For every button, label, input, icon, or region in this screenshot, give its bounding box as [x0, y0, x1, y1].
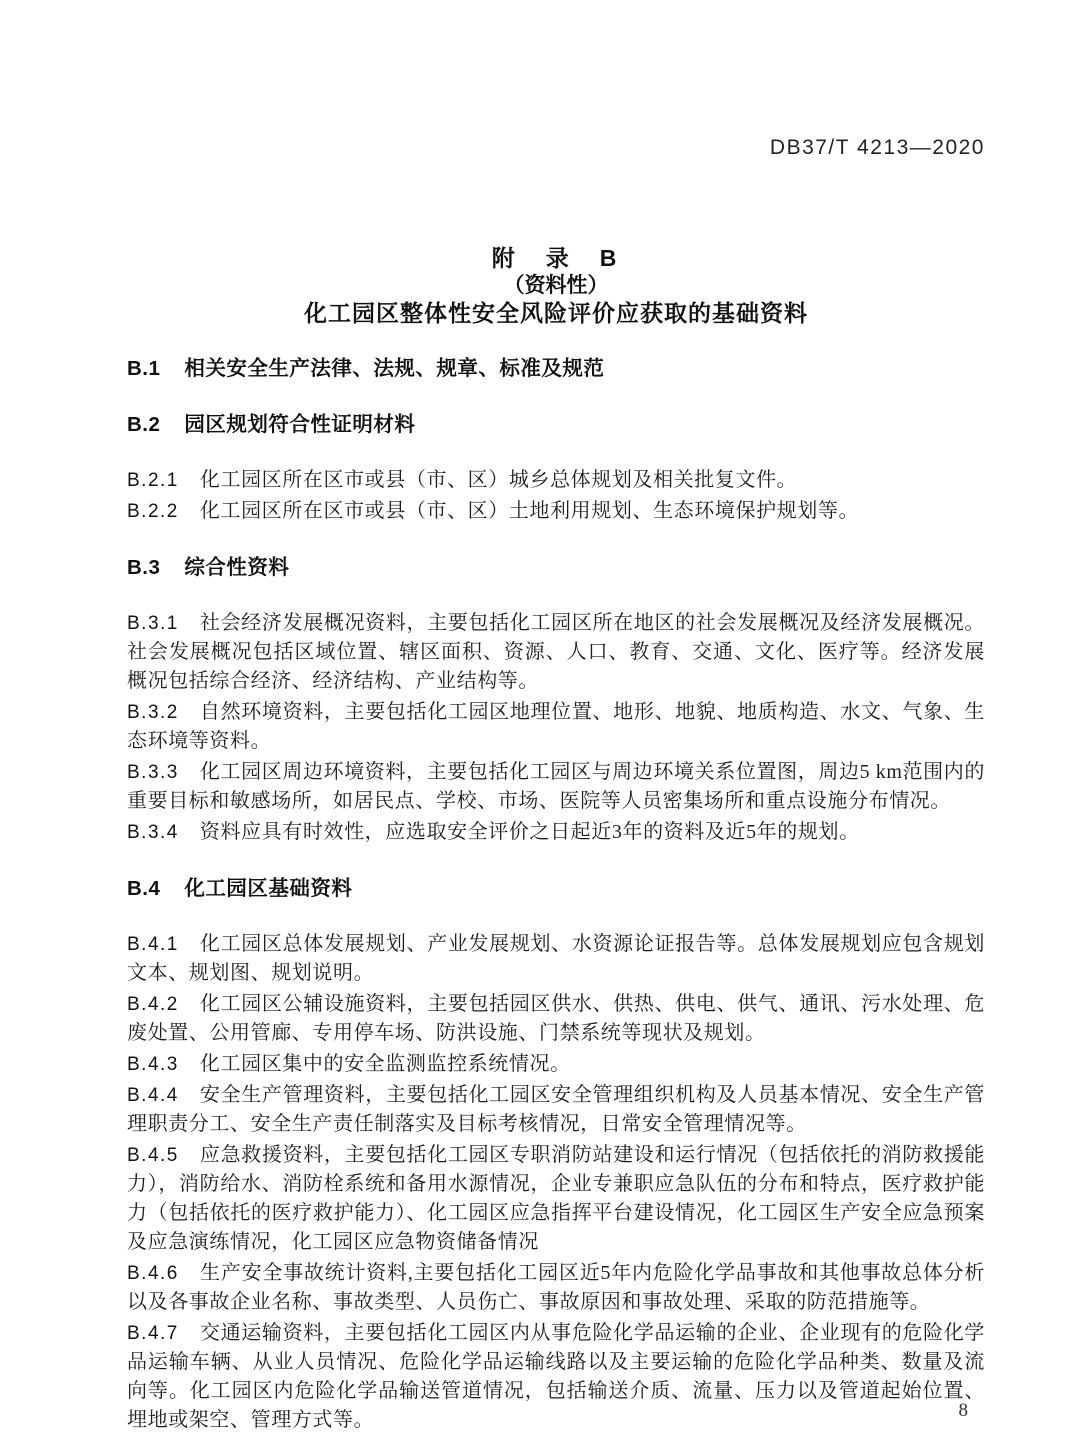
- section-number: B.3: [127, 556, 161, 579]
- clause-text: 化工园区公辅设施资料，主要包括园区供水、供热、供电、供气、通讯、污水处理、危废处置、公用管廊、专用停车场、防洪设施、门禁系统等现状及规划。: [127, 993, 985, 1044]
- clause-number: B.2.2: [127, 501, 179, 522]
- section-title: 相关安全生产法律、法规、规章、标准及规范: [184, 357, 605, 380]
- clause-text: 交通运输资料，主要包括化工园区内从事危险化学品运输的企业、企业现有的危险化学品运输车辆、从业人员情况、危险化学品运输线路以及主要运输的危险化学品种类、数量及流向等。化工园区内危险化学品输送管道情况，包括输送介质、流量、压力以及管道起始位置、埋地或架空、管理方式等。: [127, 1322, 985, 1431]
- section-heading-b-1: [127, 354, 985, 383]
- appendix-label: 附 录 B: [491, 245, 621, 271]
- clause-b-4-3: [127, 1050, 985, 1079]
- appendix-main-title: 化工园区整体性安全风险评价应获取的基础资料: [304, 300, 808, 326]
- sections-container: [127, 354, 985, 1435]
- section-title: 园区规划符合性证明材料: [184, 413, 416, 436]
- clause-number: B.4.5: [127, 1145, 179, 1166]
- section-heading-b-3: [127, 553, 985, 582]
- clause-b-3-3: [127, 758, 985, 816]
- clause-b-2-1: [127, 466, 985, 495]
- clause-text: 化工园区集中的安全监测监控系统情况。: [199, 1053, 571, 1075]
- clause-text: 社会经济发展概况资料，主要包括化工园区所在地区的社会发展概况及经济发展概况。社会发展概况包括区域位置、辖区面积、资源、人口、教育、交通、文化、医疗等。经济发展概况包括综合经济、经济结构、产业结构等。: [127, 612, 985, 692]
- clause-text: 资料应具有时效性，应选取安全评价之日起近3年的资料及近5年的规划。: [199, 821, 860, 843]
- clause-b-4-2: [127, 990, 985, 1048]
- clause-b-2-2: [127, 497, 985, 526]
- section-number: B.4: [127, 877, 161, 900]
- clause-b-3-4: [127, 818, 985, 847]
- clause-number: B.3.3: [127, 762, 179, 783]
- clause-b-4-5: [127, 1141, 985, 1257]
- clause-text: 应急救援资料，主要包括化工园区专职消防站建设和运行情况（包括依托的消防救援能力），消防给水、消防栓系统和备用水源情况，企业专兼职应急队伍的分布和特点，医疗救护能力（包括依托的医疗救护能力）、化工园区应急指挥平台建设情况，化工园区生产安全应急预案及应急演练情况，化工园区应急物资储备情况: [127, 1144, 985, 1253]
- section-heading-b-2: [127, 410, 985, 439]
- document-code-header: DB37/T 4213—2020: [769, 136, 985, 159]
- clause-number: B.2.1: [127, 470, 179, 491]
- clause-b-4-7: [127, 1319, 985, 1435]
- clause-number: B.4.1: [127, 934, 179, 955]
- clause-b-4-6: [127, 1259, 985, 1317]
- section-number: B.2: [127, 413, 161, 436]
- section-title: 综合性资料: [184, 556, 290, 579]
- clause-text: 自然环境资料，主要包括化工园区地理位置、地形、地貌、地质构造、水文、气象、生态环境等资料。: [127, 701, 985, 752]
- clause-text: 化工园区所在区市或县（市、区）土地利用规划、生态环境保护规划等。: [199, 500, 860, 522]
- clause-number: B.4.7: [127, 1323, 179, 1344]
- section-title: 化工园区基础资料: [184, 877, 353, 900]
- clause-number: B.3.2: [127, 702, 179, 723]
- clause-number: B.4.4: [127, 1085, 179, 1106]
- clause-number: B.4.3: [127, 1054, 179, 1075]
- clause-b-3-1: [127, 609, 985, 696]
- clause-number: B.3.4: [127, 822, 179, 843]
- clause-number: B.4.6: [127, 1263, 179, 1284]
- clause-number: B.3.1: [127, 613, 179, 634]
- clause-number: B.4.2: [127, 994, 179, 1015]
- clause-text: 化工园区所在区市或县（市、区）城乡总体规划及相关批复文件。: [199, 469, 798, 491]
- clause-b-3-2: [127, 698, 985, 756]
- clause-text: 生产安全事故统计资料,主要包括化工园区近5年内危险化学品事故和其他事故总体分析以及各事故企业名称、事故类型、人员伤亡、事故原因和事故处理、采取的防范措施等。: [127, 1262, 985, 1313]
- clause-text: 化工园区周边环境资料，主要包括化工园区与周边环境关系位置图，周边5 km范围内的重要目标和敏感场所，如居民点、学校、市场、医院等人员密集场所和重点设施分布情况。: [127, 761, 985, 812]
- page-number: 8: [958, 1400, 968, 1421]
- clause-text: 安全生产管理资料，主要包括化工园区安全管理组织机构及人员基本情况、安全生产管理职责分工、安全生产责任制落实及目标考核情况，日常安全管理情况等。: [127, 1084, 985, 1135]
- section-heading-b-4: [127, 874, 985, 903]
- clause-b-4-1: [127, 930, 985, 988]
- clause-text: 化工园区总体发展规划、产业发展规划、水资源论证报告等。总体发展规划应包含规划文本、规划图、规划说明。: [127, 933, 985, 984]
- section-number: B.1: [127, 357, 161, 380]
- informative-label: （资料性）: [503, 274, 609, 297]
- clause-b-4-4: [127, 1081, 985, 1139]
- appendix-title-block: [127, 244, 985, 327]
